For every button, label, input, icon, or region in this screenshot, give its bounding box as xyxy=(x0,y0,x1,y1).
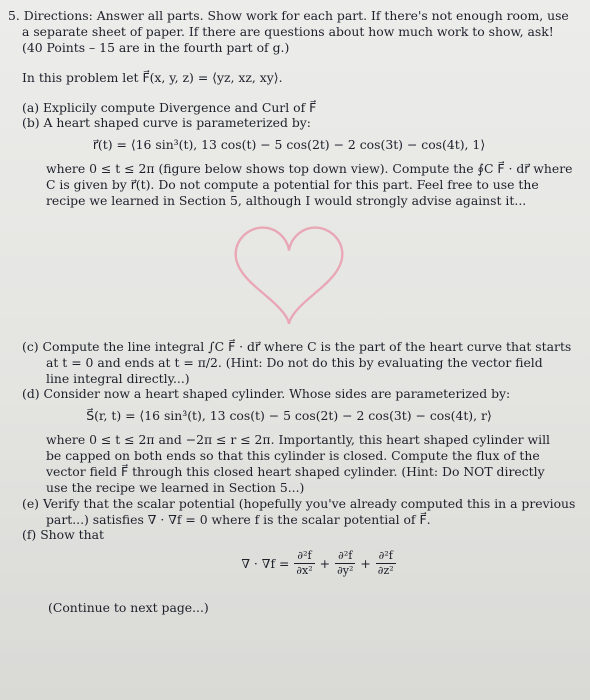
part-d-line-4: use the recipe we learned in Section 5...) xyxy=(46,479,305,495)
d2f-dy2-denominator: ∂y² xyxy=(337,564,354,578)
part-d-line-1: where 0 ≤ t ≤ 2π and −2π ≤ r ≤ 2π. Importantly, this heart shaped cylinder will xyxy=(46,432,551,448)
d2f-dz2 xyxy=(375,549,397,578)
problem-intro: In this problem let F⃗(x, y, z) = ⟨yz, xz, xy⟩. xyxy=(22,69,283,85)
part-d-body xyxy=(8,432,570,496)
header-line-1: 5. Directions: Answer all parts. Show work for each part. If there's not enough room, use xyxy=(8,8,569,23)
part-c-line-3: line integral directly...) xyxy=(46,370,190,386)
d2f-dx2 xyxy=(293,549,315,578)
part-b-line-3: recipe we learned in Section 5, although I would strongly advise against it... xyxy=(46,192,527,208)
d2f-dz2-denominator: ∂z² xyxy=(377,564,394,578)
heart-figure xyxy=(8,209,570,339)
part-c xyxy=(8,339,570,387)
part-b-equation: r⃗(t) = ⟨16 sin³(t), 13 cos(t) − 5 cos(2t) − 2 cos(3t) − cos(4t), 1⟩ xyxy=(92,137,486,153)
part-d-equation: S⃗(r, t) = ⟨16 sin³(t), 13 cos(t) − 5 cos(2t) − 2 cos(3t) − cos(4t), r⟩ xyxy=(86,408,492,424)
part-b-line-2: C is given by r⃗(t). Do not compute a potential for this part. Feel free to use the xyxy=(46,177,539,192)
d2f-dz2-numerator: ∂²f xyxy=(376,549,396,564)
part-b-label: (b) A heart shaped curve is parameterized by: xyxy=(22,115,311,131)
part-b-body xyxy=(8,161,573,209)
part-e xyxy=(8,495,576,528)
part-c-line-1: (c) Compute the line integral ∫C F⃗ · dr⃗ where C is the part of the heart curve that starts xyxy=(22,338,572,354)
d2f-dy2 xyxy=(334,549,356,578)
header-line-3: (40 Points – 15 are in the fourth part of g.) xyxy=(22,39,290,55)
d2f-dy2-numerator: ∂²f xyxy=(335,549,355,564)
heart-curve xyxy=(236,227,343,323)
heart-curve-svg xyxy=(229,219,349,329)
part-a: (a) Explicily compute Divergence and Curl of F⃗ xyxy=(22,99,317,115)
part-d-label: (d) Consider now a heart shaped cylinder. Whose sides are parameterized by: xyxy=(22,386,511,402)
continue-note: (Continue to next page...) xyxy=(48,600,209,616)
part-e-line-1: (e) Verify that the scalar potential (hopefully you've already computed this in a previous xyxy=(22,495,576,511)
part-f-label: (f) Show that xyxy=(22,527,104,543)
part-e-line-2: part...) satisfies ∇ · ∇f = 0 where f is the scalar potential of F⃗. xyxy=(46,511,431,527)
d2f-dx2-denominator: ∂x² xyxy=(296,564,313,578)
problem-header xyxy=(8,8,570,56)
part-d-line-3: vector field F⃗ through this closed heart shaped cylinder. (Hint: Do NOT directly xyxy=(46,463,545,479)
plus-sign-1: + xyxy=(319,555,331,571)
laplacian-equation xyxy=(68,549,570,578)
plus-sign-2: + xyxy=(360,555,371,571)
d2f-dx2-numerator: ∂²f xyxy=(294,549,314,564)
part-d-line-2: be capped on both ends so that this cylinder is closed. Compute the flux of the xyxy=(46,448,540,463)
laplacian-lhs: ∇ · ∇f = xyxy=(241,555,290,571)
part-b-line-1: where 0 ≤ t ≤ 2π (figure below shows top down view). Compute the ∮C F⃗ · dr⃗ where xyxy=(46,161,573,177)
part-c-line-2: at t = 0 and ends at t = π/2. (Hint: Do not do this by evaluating the vector field xyxy=(46,354,543,370)
header-line-2: a separate sheet of paper. If there are questions about how much work to show, ask! xyxy=(22,23,554,39)
